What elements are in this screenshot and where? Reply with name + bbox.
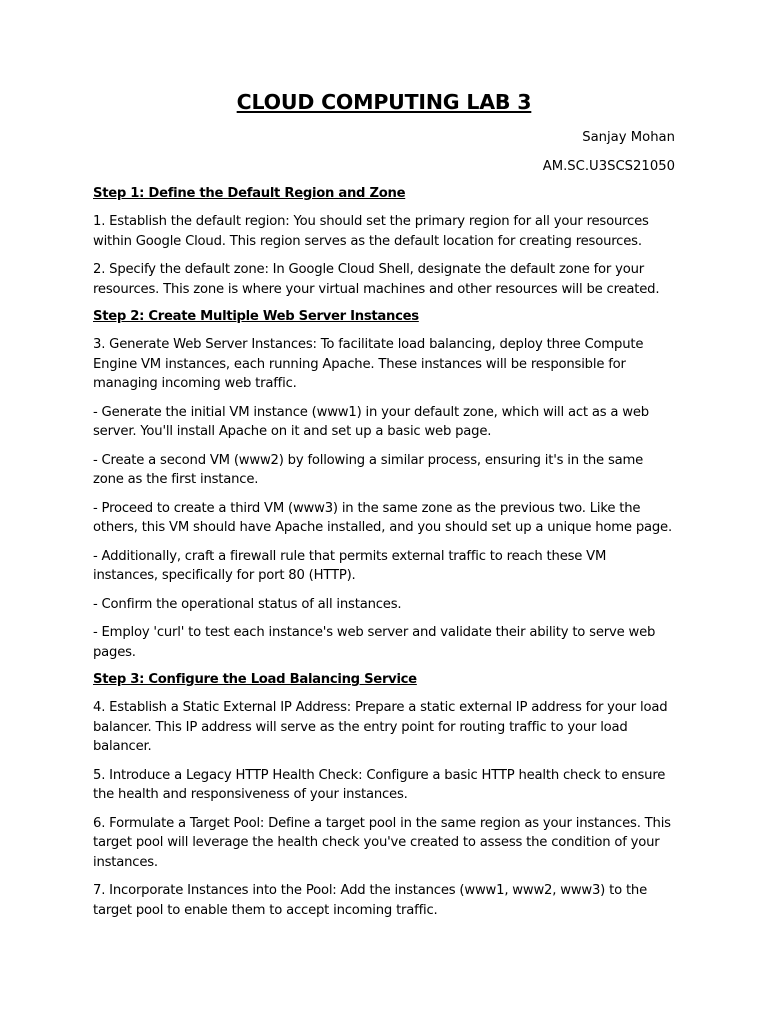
step-2-paragraph: - Create a second VM (www2) by following a similar process, ensuring it's in the same zone as the first instance. <box>93 452 644 487</box>
section-step-3 <box>93 671 675 920</box>
step-3-paragraph: 7. Incorporate Instances into the Pool: Add the instances (www1, www2, www3) to the target pool to enable them to accept incoming traffic. <box>93 883 647 918</box>
step-2-heading: Step 2: Create Multiple Web Server Instances <box>93 309 419 324</box>
step-2-paragraph: - Additionally, craft a firewall rule that permits external traffic to reach these VM instances, specifically for port 80 (HTTP). <box>93 548 607 583</box>
step-1-heading: Step 1: Define the Default Region and Zone <box>93 186 406 201</box>
step-1-paragraph: 1. Establish the default region: You should set the primary region for all your resources within Google Cloud. This region serves as the default location for creating resources. <box>93 214 649 249</box>
step-2-paragraph: 3. Generate Web Server Instances: To facilitate load balancing, deploy three Compute Engine VM instances, each running Apache. These instances will be responsible for managing incoming web traffic. <box>93 337 644 391</box>
step-2-paragraph: - Generate the initial VM instance (www1) in your default zone, which will act as a web server. You'll install Apache on it and set up a basic web page. <box>93 404 649 439</box>
step-3-paragraph: 4. Establish a Static External IP Address: Prepare a static external IP address for your load balancer. This IP address will serve as the entry point for routing traffic to your load balancer. <box>93 700 668 754</box>
step-1-paragraph: 2. Specify the default zone: In Google Cloud Shell, designate the default zone for your resources. This zone is where your virtual machines and other resources will be created. <box>93 262 660 297</box>
section-step-1 <box>93 185 675 299</box>
step-3-paragraph: 5. Introduce a Legacy HTTP Health Check: Configure a basic HTTP health check to ensure the health and responsiveness of your instances. <box>93 767 666 802</box>
author-name: Sanjay Mohan <box>582 130 675 145</box>
step-3-heading: Step 3: Configure the Load Balancing Service <box>93 672 417 687</box>
student-id: AM.SC.U3SCS21050 <box>542 159 675 174</box>
step-2-paragraph: - Confirm the operational status of all instances. <box>93 596 402 612</box>
step-2-paragraph: - Proceed to create a third VM (www3) in the same zone as the previous two. Like the others, this VM should have Apache installed, and you should set up a unique home page. <box>93 500 672 535</box>
step-3-paragraph: 6. Formulate a Target Pool: Define a target pool in the same region as your instances. This target pool will leverage the health check you've created to assess the condition of your instances. <box>93 815 671 870</box>
document-title: CLOUD COMPUTING LAB 3 <box>236 90 532 114</box>
section-step-2 <box>93 308 675 662</box>
step-2-paragraph: - Employ 'curl' to test each instance's web server and validate their ability to serve web pages. <box>93 625 656 660</box>
